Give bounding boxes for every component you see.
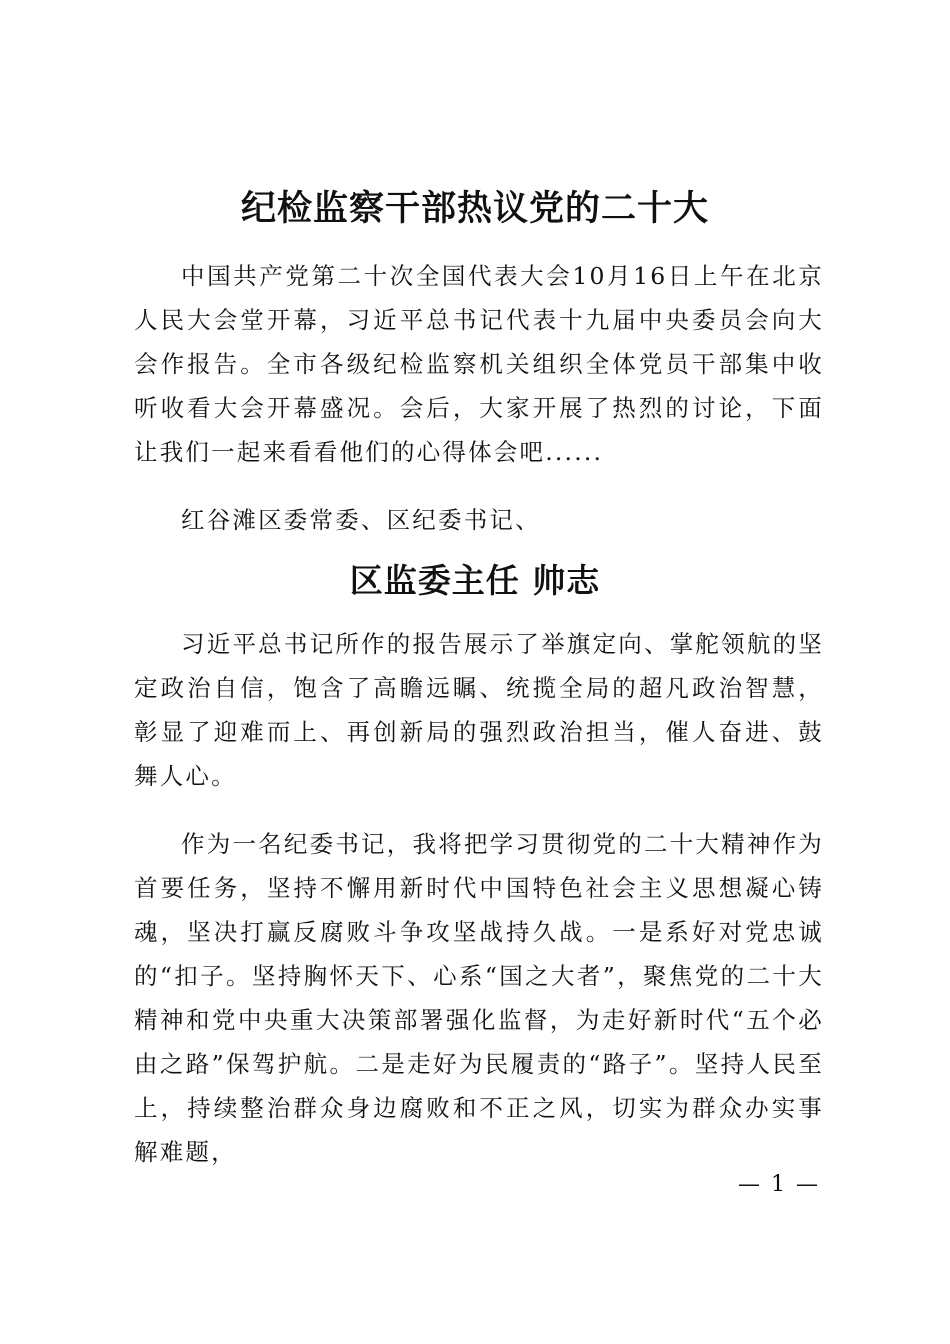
intro-paragraph: 中国共产党第二十次全国代表大会10月16日上午在北京人民大会堂开幕，习近平总书记代表十九届中央委员会向大会作报告。全市各级纪检监察机关组织全体党员干部集中收听收看大会开幕盛况。会后，大家开展了热烈的讨论，下面让我们一起来看看他们的心得体会吧...... — [134, 262, 824, 466]
document-title: 纪检监察干部热议党的二十大 — [240, 188, 709, 229]
page-number: — 1 — — [738, 1172, 820, 1197]
speaker-body-paragraph-2: 作为一名纪委书记，我将把学习贯彻党的二十大精神作为首要任务，坚持不懈用新时代中国特色社会主义思想凝心铸魂，坚决打赢反腐败斗争攻坚战持久战。一是系好对党忠诚的“扣子。坚持胸怀天下、心系“国之大者”，聚焦党的二十大精神和党中央重大决策部署强化监督，为走好新时代“五个必由之路”保驾护航。二是走好为民履责的“路子”。坚持人民至上，持续整治群众身边腐败和不正之风，切实为群众办实事解难题， — [134, 830, 824, 1166]
speaker-position-paragraph: 红谷滩区委常委、区纪委书记、 — [181, 506, 541, 534]
speaker-heading: 区监委主任 帅志 — [349, 561, 601, 600]
speaker-body-paragraph-1: 习近平总书记所作的报告展示了举旗定向、掌舵领航的坚定政治自信，饱含了高瞻远瞩、统揽全局的超凡政治智慧，彰显了迎难而上、再创新局的强烈政治担当，催人奋进、鼓舞人心。 — [134, 630, 824, 790]
